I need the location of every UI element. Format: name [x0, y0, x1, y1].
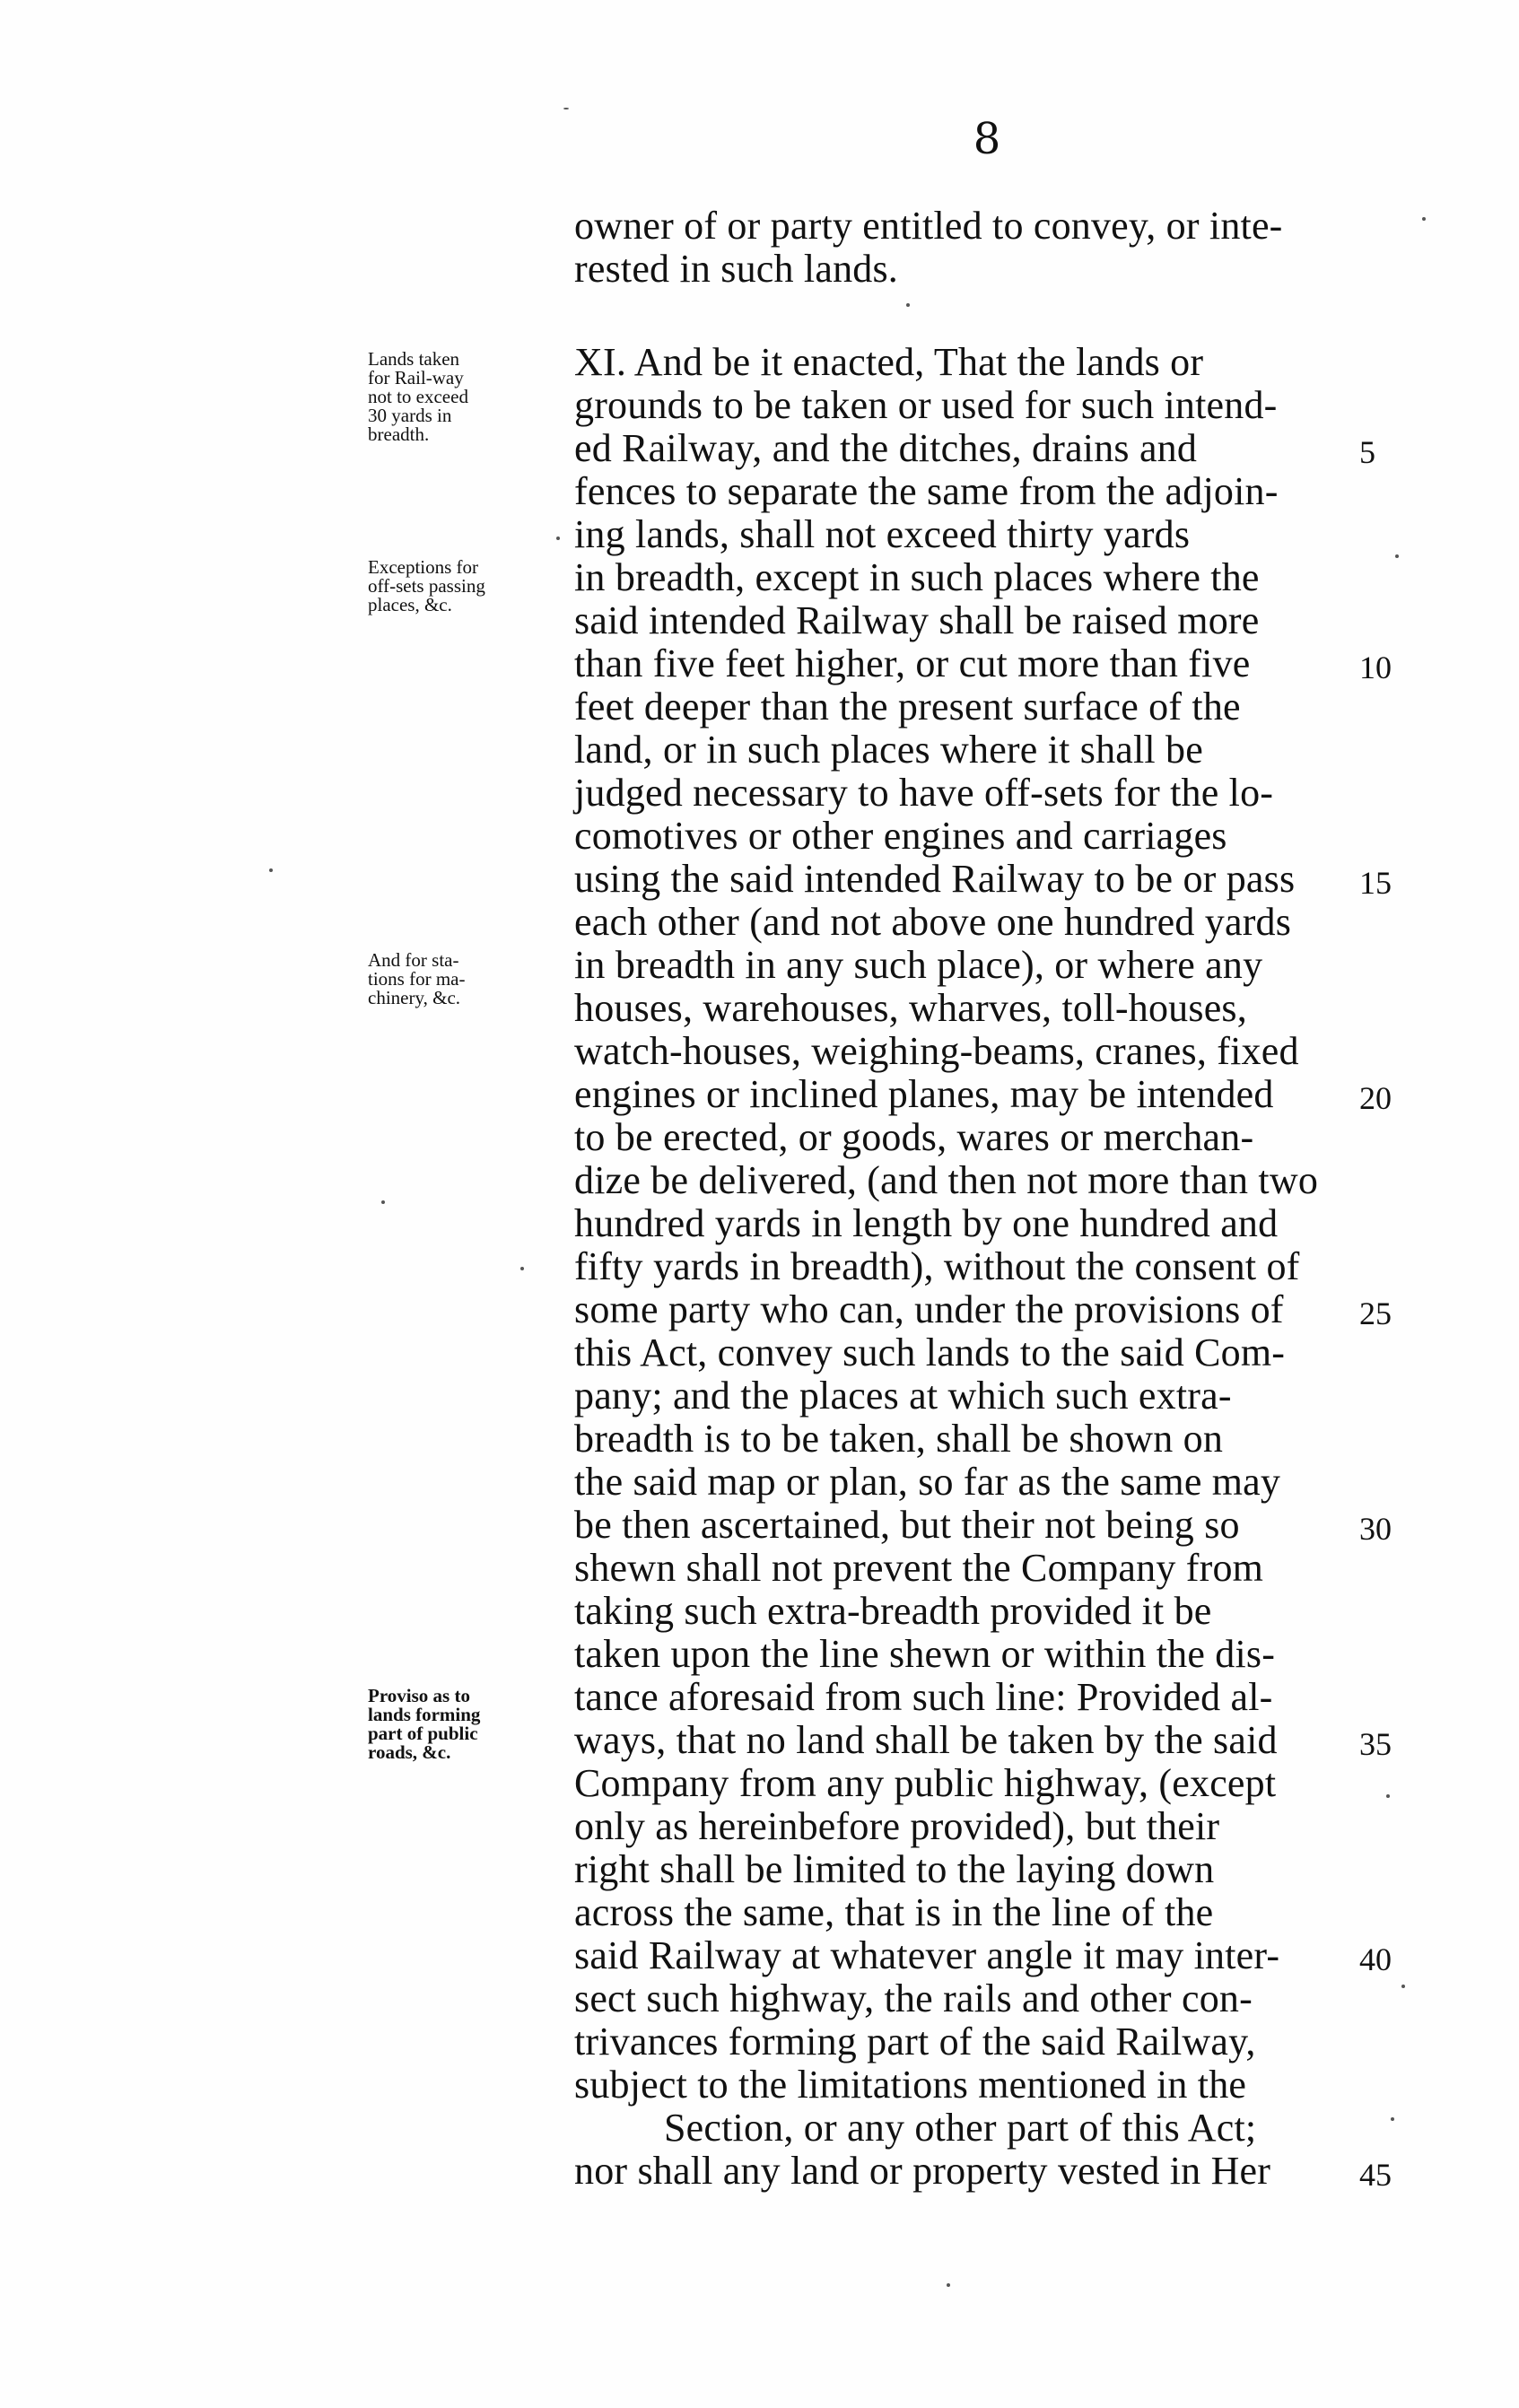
- body-line: grounds to be taken or used for such intend-: [574, 383, 1278, 427]
- margin-note-line: not to exceed: [368, 386, 468, 407]
- body-line: Company from any public highway, (except: [574, 1761, 1277, 1805]
- margin-note-line: And for sta-: [368, 949, 459, 971]
- margin-note-line: off-sets passing: [368, 575, 485, 597]
- body-line: said Railway at whatever angle it may inter-: [574, 1933, 1280, 1977]
- line-number: 30: [1359, 1511, 1392, 1547]
- body-line: be then ascertained, but their not being so: [574, 1503, 1240, 1547]
- margin-note: [368, 558, 574, 615]
- scan-speck: [1391, 2117, 1394, 2121]
- margin-note: [368, 951, 574, 1008]
- body-line: trivances forming part of the said Railway,: [574, 2020, 1256, 2063]
- body-line: dize be delivered, (and then not more than two: [574, 1158, 1319, 1202]
- body-line: breadth is to be taken, shall be shown on: [574, 1417, 1224, 1461]
- margin-note-line: roads, &c.: [368, 1741, 451, 1763]
- line-number: 20: [1359, 1080, 1392, 1116]
- scan-speck: [947, 2283, 950, 2287]
- margin-note-line: 30 yards in: [368, 405, 452, 426]
- line-number: 10: [1359, 650, 1392, 685]
- body-line: taken upon the line shewn or within the dis-: [574, 1632, 1276, 1676]
- line-number: 40: [1359, 1941, 1392, 1977]
- body-line: to be erected, or goods, wares or merchan-: [574, 1115, 1254, 1159]
- margin-note-line: tions for ma-: [368, 968, 466, 990]
- body-line: across the same, that is in the line of the: [574, 1890, 1214, 1934]
- body-line: pany; and the places at which such extra-: [574, 1374, 1232, 1418]
- scan-speck: [1395, 554, 1399, 558]
- margin-note: [368, 350, 574, 444]
- body-line: said intended Railway shall be raised more: [574, 598, 1260, 642]
- scan-speck: [1422, 217, 1426, 221]
- line-number: 25: [1359, 1296, 1392, 1331]
- margin-note-line: chinery, &c.: [368, 987, 461, 1008]
- line-number: 45: [1359, 2157, 1392, 2193]
- line-number: 35: [1359, 1726, 1392, 1762]
- body-line: some party who can, under the provisions of: [574, 1287, 1284, 1331]
- body-line: nor shall any land or property vested in Her: [574, 2149, 1271, 2193]
- scan-speck: [269, 868, 273, 872]
- body-line: land, or in such places where it shall be: [574, 728, 1203, 772]
- line-number: 15: [1359, 865, 1392, 901]
- body-line: ways, that no land shall be taken by the said: [574, 1718, 1278, 1762]
- body-line: tance aforesaid from such line: Provided al-: [574, 1675, 1273, 1719]
- body-line: fifty yards in breadth), without the consent of: [574, 1244, 1300, 1288]
- scan-speck: [381, 1200, 385, 1204]
- body-line: rested in such lands.: [574, 247, 899, 291]
- body-line: judged necessary to have off-sets for the lo-: [574, 771, 1274, 815]
- body-line: fences to separate the same from the adjoin-: [574, 469, 1279, 513]
- margin-note-line: lands forming: [368, 1704, 481, 1725]
- body-line: this Act, convey such lands to the said Com-: [574, 1331, 1286, 1374]
- body-line: feet deeper than the present surface of the: [574, 685, 1241, 729]
- body-line: each other (and not above one hundred yards: [574, 900, 1292, 944]
- margin-note: [368, 1687, 574, 1762]
- body-line: sect such highway, the rails and other con-: [574, 1976, 1253, 2020]
- body-line: Section, or any other part of this Act;: [664, 2106, 1257, 2150]
- body-line: comotives or other engines and carriages: [574, 814, 1227, 858]
- body-line: hundred yards in length by one hundred and: [574, 1201, 1279, 1245]
- margin-note-line: Exceptions for: [368, 556, 479, 578]
- line-number: 5: [1359, 434, 1375, 470]
- margin-note-line: part of public: [368, 1723, 478, 1744]
- body-line: shewn shall not prevent the Company from: [574, 1546, 1264, 1590]
- body-line: engines or inclined planes, may be intended: [574, 1072, 1274, 1116]
- body-line: owner of or party entitled to convey, or inte-: [574, 204, 1283, 248]
- margin-note-line: places, &c.: [368, 594, 452, 615]
- body-line: in breadth, except in such places where the: [574, 555, 1260, 599]
- section-heading-line: XI. And be it enacted, That the lands or: [574, 340, 1204, 384]
- body-line: watch-houses, weighing-beams, cranes, fixed: [574, 1029, 1299, 1073]
- scan-speck: [1386, 1794, 1390, 1798]
- scan-speck: [556, 537, 560, 540]
- body-line: in breadth in any such place), or where any: [574, 943, 1263, 987]
- scan-speck: [563, 108, 569, 109]
- margin-note-line: for Rail-way: [368, 367, 464, 388]
- body-line: using the said intended Railway to be or pass: [574, 857, 1296, 901]
- body-line: ing lands, shall not exceed thirty yards: [574, 512, 1191, 556]
- body-line: ed Railway, and the ditches, drains and: [574, 426, 1198, 470]
- margin-note-line: breadth.: [368, 423, 430, 445]
- scan-speck: [520, 1267, 524, 1270]
- body-line: right shall be limited to the laying down: [574, 1847, 1215, 1891]
- body-line: the said map or plan, so far as the same may: [574, 1460, 1281, 1504]
- page-number: 8: [973, 114, 1001, 164]
- body-line: houses, warehouses, wharves, toll-houses,: [574, 986, 1247, 1030]
- margin-note-line: Proviso as to: [368, 1685, 470, 1706]
- body-line: subject to the limitations mentioned in the: [574, 2063, 1247, 2107]
- scan-speck: [906, 303, 910, 307]
- margin-note-line: Lands taken: [368, 348, 460, 370]
- body-line: taking such extra-breadth provided it be: [574, 1589, 1212, 1633]
- body-line: than five feet higher, or cut more than five: [574, 641, 1251, 685]
- body-line: only as hereinbefore provided), but their: [574, 1804, 1220, 1848]
- scan-speck: [1401, 1985, 1405, 1988]
